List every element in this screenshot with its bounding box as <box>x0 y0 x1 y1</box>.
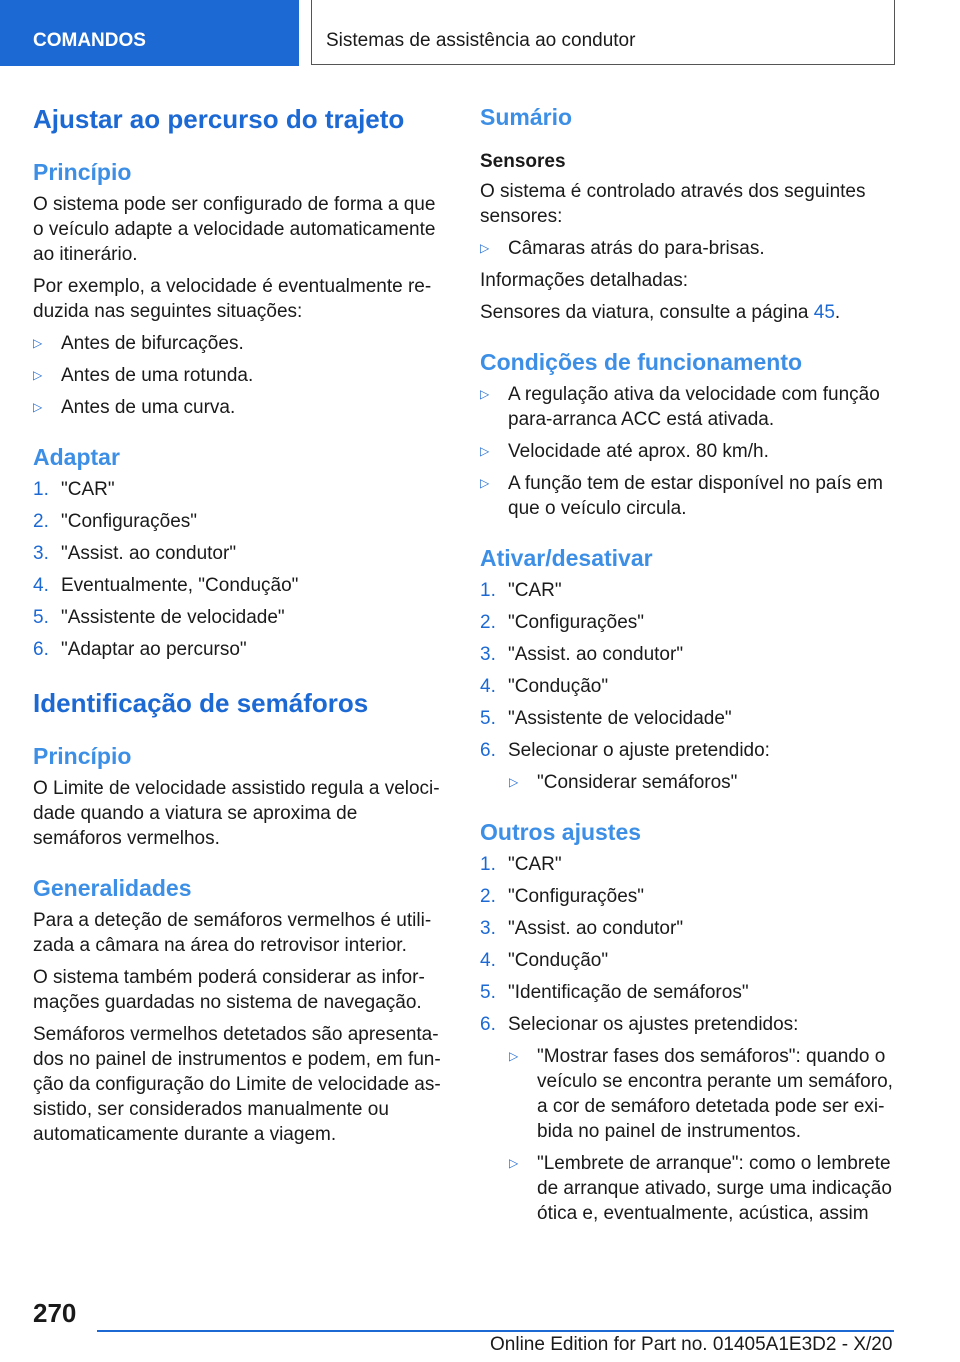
triangle-bullet-icon: ▷ <box>33 368 43 382</box>
list-item <box>480 706 900 731</box>
list-item <box>33 605 448 630</box>
list-item-text: A função tem de estar disponível no país em que o veículo circula. <box>508 473 883 519</box>
paragraph: Informações detalhadas: <box>480 270 689 291</box>
cross-reference-text: Sensores da viatura, consulte a página <box>480 302 814 323</box>
list-item-text: "Identificação de semáforos" <box>508 982 749 1003</box>
step-number: 1. <box>480 854 496 875</box>
list-item <box>480 1012 900 1037</box>
list-item <box>480 916 900 941</box>
sub-bullet-list <box>480 770 900 795</box>
list-item-text: "Assist. ao condutor" <box>508 918 684 939</box>
triangle-bullet-icon: ▷ <box>33 400 43 414</box>
triangle-bullet-icon: ▷ <box>480 476 490 490</box>
bullet-list <box>480 382 900 521</box>
subheading-principle: Princípio <box>33 159 132 185</box>
subheading-conditions: Condições de funcionamento <box>480 349 803 375</box>
triangle-bullet-icon: ▷ <box>509 1156 519 1170</box>
list-item <box>509 1044 900 1144</box>
triangle-bullet-icon: ▷ <box>480 444 490 458</box>
list-item <box>33 541 448 566</box>
triangle-bullet-icon: ▷ <box>509 775 519 789</box>
list-item <box>480 948 900 973</box>
list-item <box>480 236 900 261</box>
left-column <box>33 100 448 1147</box>
numbered-list <box>480 578 900 763</box>
list-item <box>509 1151 900 1226</box>
list-item-text: Antes de uma rotunda. <box>61 365 254 386</box>
step-number: 5. <box>480 982 496 1003</box>
step-number: 6. <box>480 1014 496 1035</box>
list-item-text: Antes de uma curva. <box>61 397 236 418</box>
list-item <box>33 573 448 598</box>
list-item-text: "Adaptar ao percurso" <box>61 639 247 660</box>
list-item-text: "Configurações" <box>508 886 645 907</box>
numbered-list <box>480 852 900 1037</box>
list-item-text: "CAR" <box>61 479 115 500</box>
subheading-other-settings: Outros ajustes <box>480 819 642 845</box>
step-number: 3. <box>480 644 496 665</box>
list-item <box>480 852 900 877</box>
list-item-text: "CAR" <box>508 854 562 875</box>
list-item <box>480 884 900 909</box>
paragraph: Para a deteção de semáforos vermelhos é utilizada a câmara na área do retrovisor interior. <box>33 910 432 956</box>
list-item <box>33 477 448 502</box>
triangle-bullet-icon: ▷ <box>480 387 490 401</box>
bullet-list <box>33 331 448 420</box>
subheading-adapt: Adaptar <box>33 444 120 470</box>
paragraph: Por exemplo, a velocidade é eventualmente reduzida nas seguintes situações: <box>33 276 432 322</box>
paragraph: O sistema pode ser configurado de forma a que o veículo adapte a velocidade automaticamente ao itinerário. <box>33 194 436 265</box>
triangle-bullet-icon: ▷ <box>509 1049 519 1063</box>
list-item <box>33 637 448 662</box>
list-item <box>480 674 900 699</box>
step-number: 1. <box>480 580 496 601</box>
section-heading-adjust-route: Ajustar ao percurso do trajeto <box>33 104 405 134</box>
page-header <box>0 0 960 66</box>
step-number: 2. <box>480 612 496 633</box>
list-item-text: "Assist. ao condutor" <box>61 543 237 564</box>
footer-divider <box>97 1330 894 1332</box>
paragraph: Semáforos vermelhos detetados são apresentados no painel de instrumentos e podem, em função da configuração do Limite de velocidade assistido, ser considerados manualmente ou automaticamente durante a viagem. <box>33 1024 441 1145</box>
list-item-text: Selecionar o ajuste pretendido: <box>508 740 770 761</box>
step-number: 3. <box>33 543 49 564</box>
step-number: 5. <box>480 708 496 729</box>
list-item-text: "Configurações" <box>508 612 645 633</box>
list-item-text: "Configurações" <box>61 511 198 532</box>
list-item <box>480 382 900 432</box>
subheading-summary: Sumário <box>480 104 573 130</box>
list-item-text: "Assistente de velocidade" <box>508 708 732 729</box>
paragraph: O Limite de velocidade assistido regula a velocidade quando a viatura se aproxima de semáforos vermelhos. <box>33 778 440 849</box>
subheading-general: Generalidades <box>33 875 192 901</box>
list-item-text: Velocidade até aprox. 80 km/h. <box>508 441 769 462</box>
step-number: 3. <box>480 918 496 939</box>
list-item-text: "Assist. ao condutor" <box>508 644 684 665</box>
step-number: 5. <box>33 607 49 628</box>
paragraph: O sistema é controlado através dos seguintes sensores: <box>480 181 866 227</box>
subheading-principle: Princípio <box>33 743 132 769</box>
list-item <box>480 738 900 763</box>
page-number: 270 <box>33 1298 77 1328</box>
list-item <box>480 980 900 1005</box>
numbered-list <box>33 477 448 662</box>
edition-note: Online Edition for Part no. 01405A1E3D2 - X/20 <box>490 1334 893 1355</box>
paragraph: O sistema também poderá considerar as informações guardadas no sistema de navegação. <box>33 967 425 1013</box>
list-item-text: Antes de bifurcações. <box>61 333 244 354</box>
list-item-text: "CAR" <box>508 580 562 601</box>
step-number: 4. <box>480 950 496 971</box>
list-item <box>480 610 900 635</box>
section-heading-traffic-lights: Identificação de semáforos <box>33 688 369 718</box>
list-item <box>480 578 900 603</box>
list-item-text: "Considerar semáforos" <box>537 772 738 793</box>
list-item <box>33 331 448 356</box>
list-item <box>33 509 448 534</box>
list-item-text: "Assistente de velocidade" <box>61 607 285 628</box>
page-reference-link[interactable]: 45 <box>813 302 835 323</box>
paragraph <box>480 300 900 325</box>
list-item <box>509 770 900 795</box>
step-number: 6. <box>33 639 49 660</box>
list-item <box>33 395 448 420</box>
bullet-list <box>480 236 900 261</box>
step-number: 2. <box>480 886 496 907</box>
list-item <box>480 642 900 667</box>
minor-heading-sensors: Sensores <box>480 151 566 172</box>
list-item-text: Selecionar os ajustes pretendidos: <box>508 1014 799 1035</box>
list-item-text: "Condução" <box>508 950 609 971</box>
chapter-title: Sistemas de assistência ao condutor <box>311 0 895 65</box>
list-item-text: A regulação ativa da velocidade com função para-arranca ACC está ativada. <box>508 384 880 430</box>
list-item <box>33 363 448 388</box>
triangle-bullet-icon: ▷ <box>480 241 490 255</box>
section-tab: COMANDOS <box>0 0 299 66</box>
list-item-text: Câmaras atrás do para-brisas. <box>508 238 765 259</box>
sentence-end: . <box>834 302 841 323</box>
step-number: 4. <box>480 676 496 697</box>
list-item-text: "Lembrete de arranque": como o lembrete de arranque ativado, surge uma indicação ótica e, eventualmente, acústica, assim <box>537 1153 892 1224</box>
sub-bullet-list <box>480 1044 900 1226</box>
step-number: 6. <box>480 740 496 761</box>
step-number: 4. <box>33 575 49 596</box>
triangle-bullet-icon: ▷ <box>33 336 43 350</box>
list-item-text: "Mostrar fases dos semáforos": quando o veículo se encontra perante um semáforo, a cor de semáforo detetada pode ser exibida no painel de instrumentos. <box>537 1046 893 1142</box>
step-number: 1. <box>33 479 49 500</box>
subheading-activate: Ativar/desativar <box>480 545 653 571</box>
list-item-text: Eventualmente, "Condução" <box>61 575 299 596</box>
right-column <box>480 100 900 1226</box>
list-item <box>480 439 900 464</box>
list-item <box>480 471 900 521</box>
list-item-text: "Condução" <box>508 676 609 697</box>
step-number: 2. <box>33 511 49 532</box>
